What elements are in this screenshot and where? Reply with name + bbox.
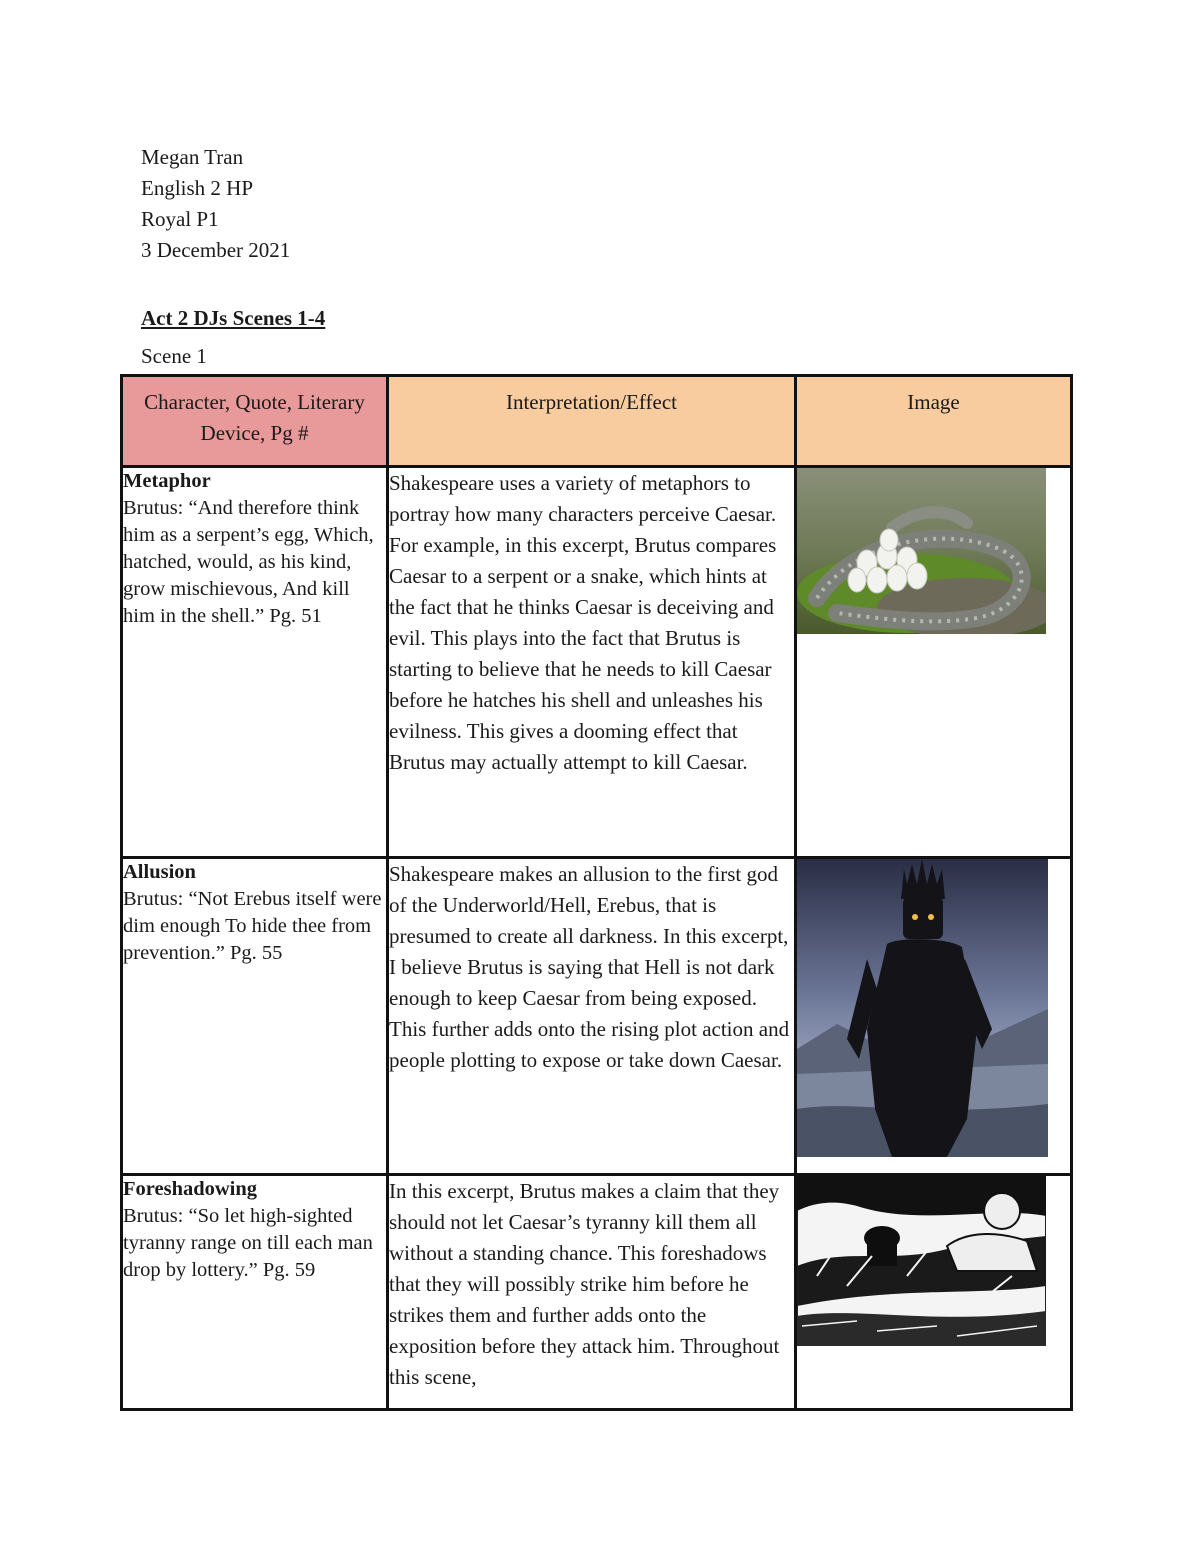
image-cell	[796, 858, 1072, 1175]
author-name: Megan Tran	[141, 145, 244, 169]
column-header-interpretation: Interpretation/Effect	[388, 376, 796, 467]
device-label: Allusion	[123, 861, 196, 883]
table-header-row	[122, 376, 1072, 467]
device-label: Foreshadowing	[123, 1178, 258, 1200]
snake-eggs-image	[797, 468, 1046, 634]
interpretation-cell: In this excerpt, Brutus makes a claim that they should not let Caesar’s tyranny kill them all without a standing chance. This foreshadows that they will possibly strike him before he strikes them and further adds onto the exposition before they attack him. Throughout this scene,	[388, 1175, 796, 1410]
quote-cell	[122, 467, 388, 858]
interpretation-cell: Shakespeare uses a variety of metaphors to portray how many characters perceive Caesar. For example, in this excerpt, Brutus compares Caesar to a serpent or a snake, which hints at the fact that he thinks Caesar is deceiving and evil. This plays into the fact that Brutus is starting to believe that he needs to kill Caesar before he hatches his shell and unleashes his evilness. This gives a dooming effect that Brutus may actually attempt to kill Caesar.	[388, 467, 796, 858]
column-header-quote: Character, Quote, Literary Device, Pg #	[122, 376, 388, 467]
document-title: Act 2 DJs Scenes 1-4	[141, 306, 326, 330]
quote-text: Brutus: “And therefore think him as a serpent’s egg, Which, hatched, would, as his kind, grow mischievous, And kill him in the shell.” Pg. 51	[123, 497, 374, 627]
image-cell	[796, 1175, 1072, 1410]
image-cell	[796, 467, 1072, 858]
device-label: Metaphor	[123, 470, 211, 492]
quote-cell	[122, 1175, 388, 1410]
quote-text: Brutus: “So let high-sighted tyranny range on till each man drop by lottery.” Pg. 59	[123, 1205, 373, 1281]
header-block	[141, 142, 290, 266]
table-row	[122, 858, 1072, 1175]
document-date: 3 December 2021	[141, 238, 291, 262]
armored-figure-image	[797, 859, 1048, 1157]
scene-label: Scene 1	[141, 344, 207, 368]
column-header-image: Image	[796, 376, 1072, 467]
quote-cell	[122, 858, 388, 1175]
table-row	[122, 467, 1072, 858]
interpretation-cell: Shakespeare makes an allusion to the first god of the Underworld/Hell, Erebus, that is presumed to create all darkness. In this excerpt, I believe Brutus is saying that Hell is not dark enough to keep Caesar from being exposed. This further adds onto the rising plot action and people plotting to expose or take down Caesar.	[388, 858, 796, 1175]
teacher-period: Royal P1	[141, 207, 219, 231]
trench-soldier-image	[797, 1176, 1046, 1346]
course-name: English 2 HP	[141, 176, 254, 200]
quote-text: Brutus: “Not Erebus itself were dim enough To hide thee from prevention.” Pg. 55	[123, 888, 382, 964]
dj-table	[120, 374, 1073, 1411]
table-row	[122, 1175, 1072, 1410]
